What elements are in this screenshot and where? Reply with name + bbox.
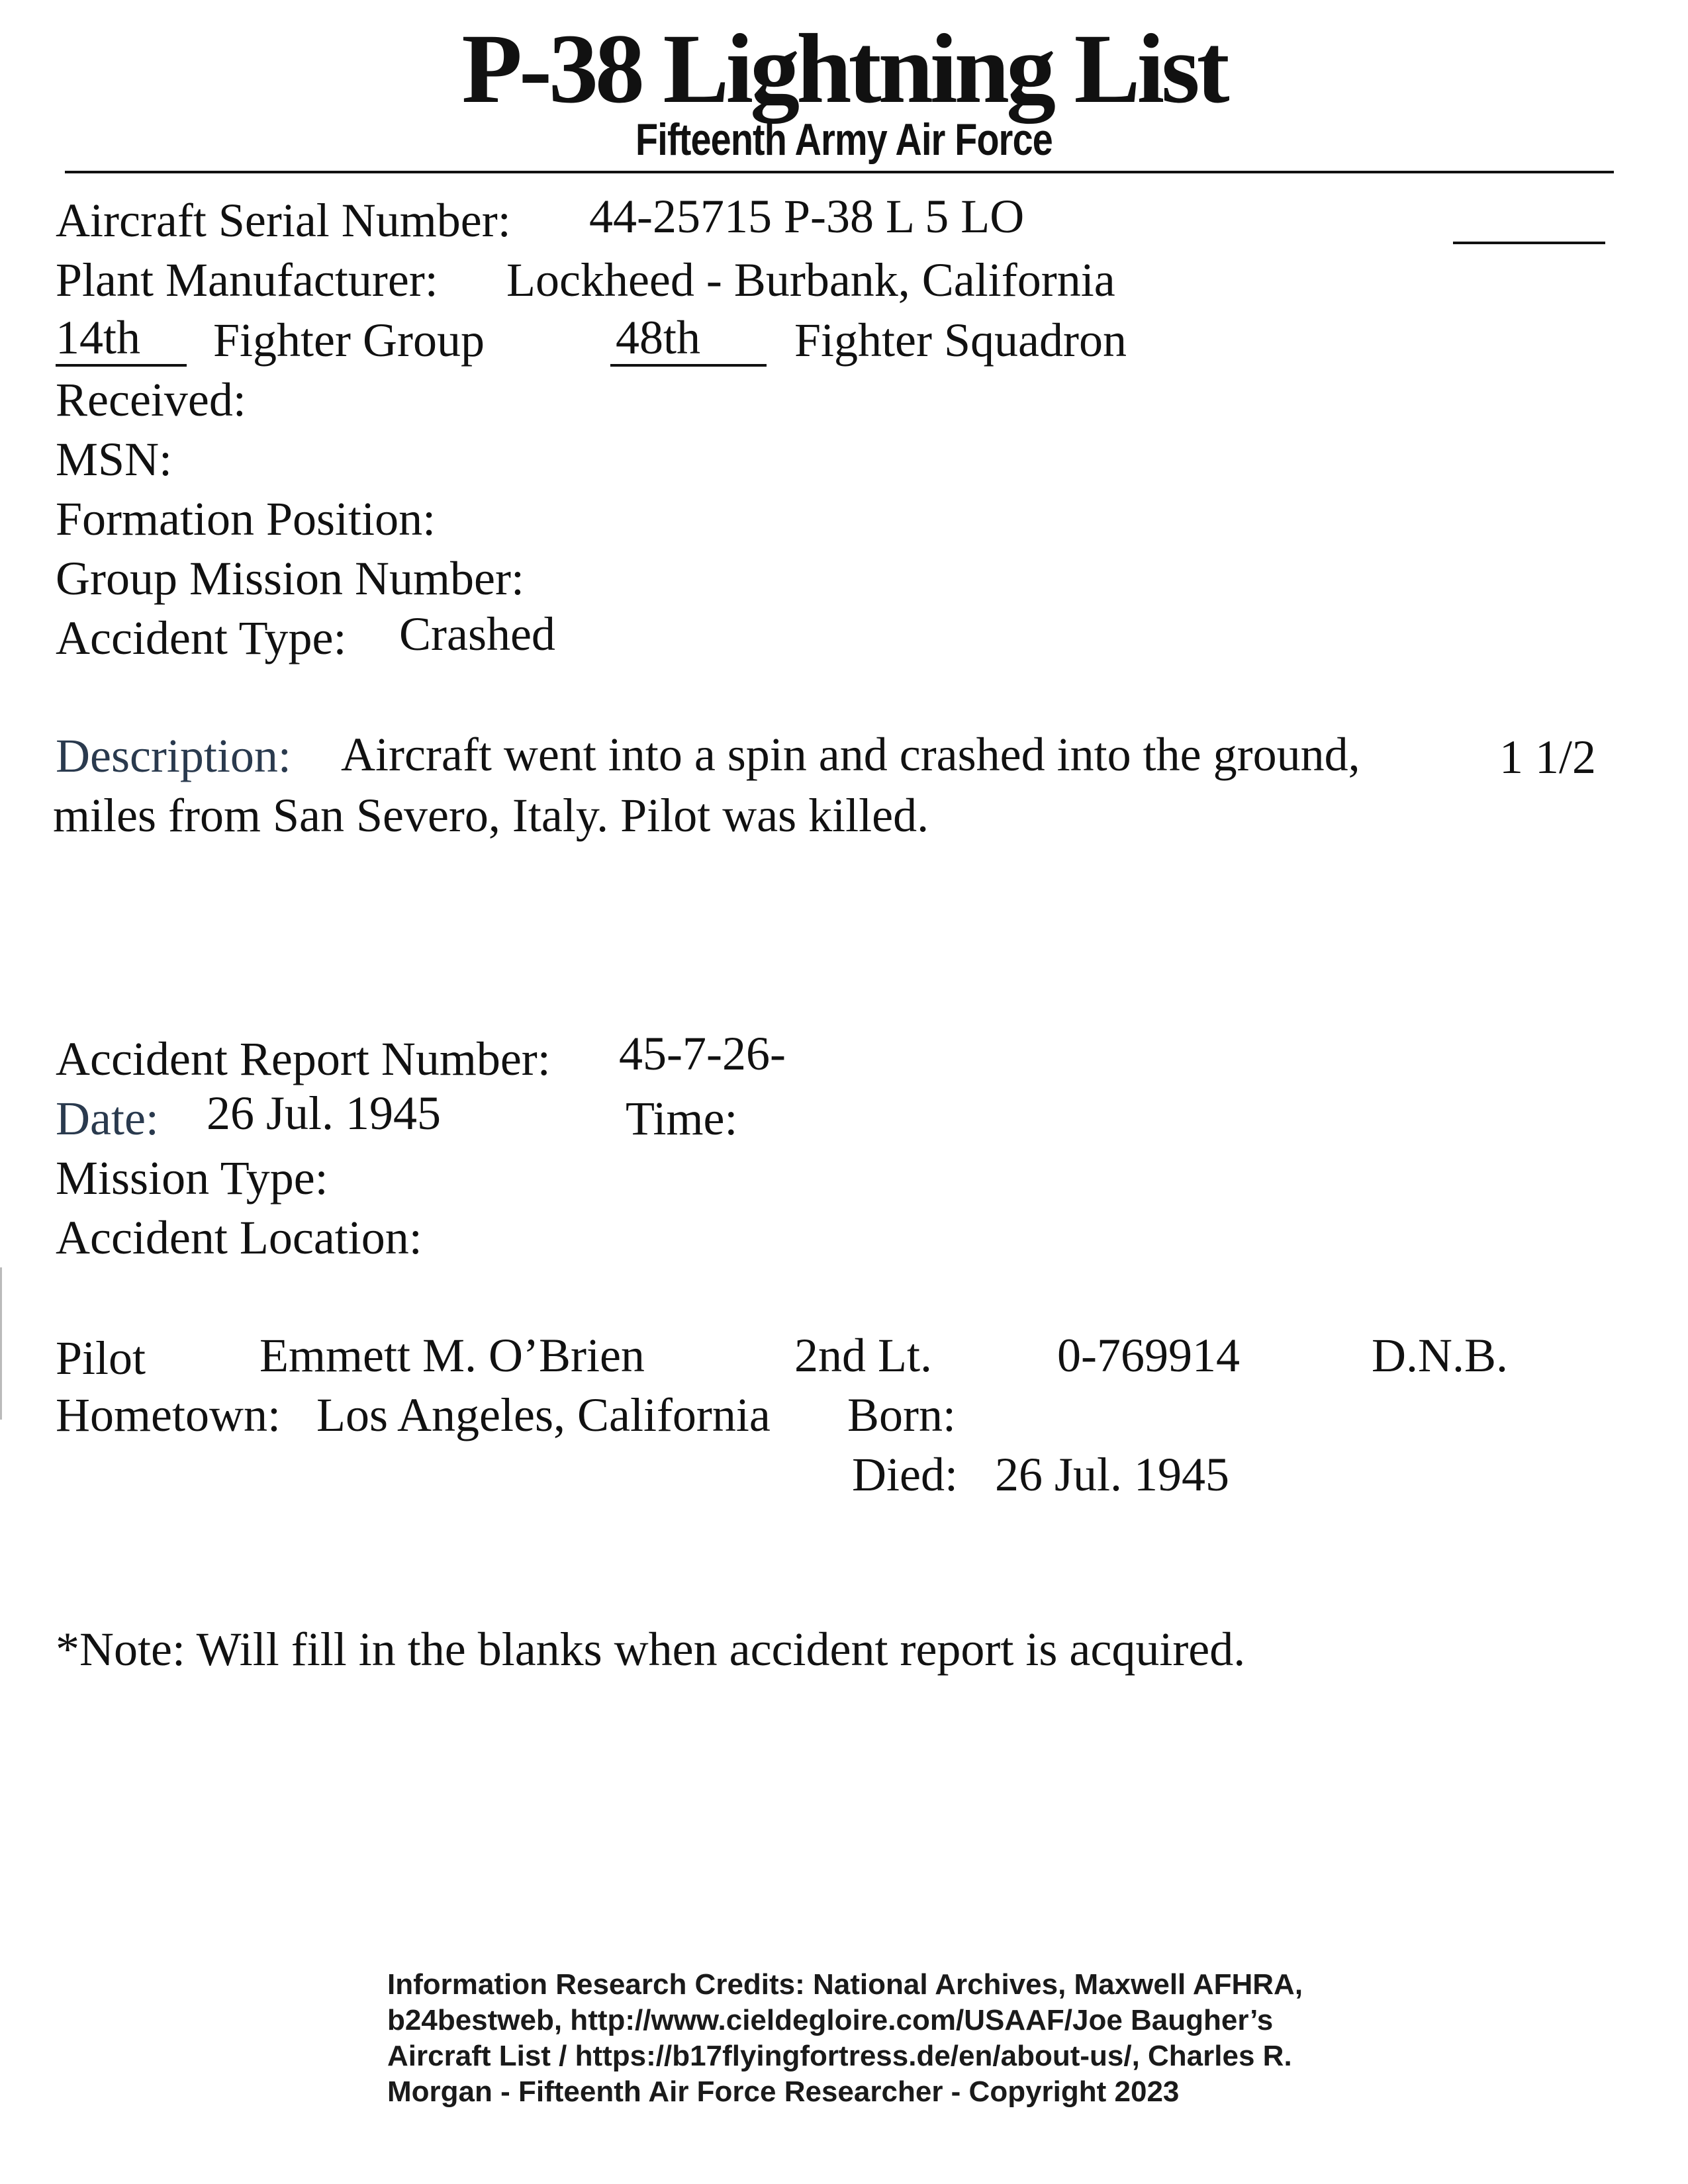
accident-type-label: Accident Type:	[56, 612, 347, 664]
research-credits	[387, 1967, 1303, 2110]
report-number-label: Accident Report Number:	[56, 1032, 551, 1085]
mission-type-label: Mission Type:	[56, 1152, 328, 1205]
died-value: 26 Jul. 1945	[995, 1448, 1230, 1501]
squadron-underline	[610, 364, 767, 367]
report-number-value: 45-7-26-	[619, 1027, 786, 1080]
page-subtitle: Fifteenth Army Air Force	[635, 114, 1053, 165]
time-label: Time:	[626, 1092, 738, 1145]
accident-location-label: Accident Location:	[56, 1211, 422, 1264]
scan-edge-mark	[0, 1267, 2, 1420]
born-label: Born:	[847, 1388, 957, 1441]
pilot-status: D.N.B.	[1372, 1329, 1509, 1382]
group-underline	[56, 364, 187, 367]
squadron-value: 48th	[616, 311, 701, 364]
pilot-name: Emmett M. O’Brien	[259, 1329, 645, 1382]
header-divider	[65, 171, 1614, 173]
serial-value: 44-25715 P-38 L 5 LO	[589, 190, 1025, 243]
squadron-label: Fighter Squadron	[794, 314, 1127, 367]
pilot-rank: 2nd Lt.	[794, 1329, 932, 1382]
hometown-value: Los Angeles, California	[316, 1388, 771, 1441]
died-label: Died:	[852, 1448, 958, 1501]
description-label: Description:	[56, 729, 291, 782]
group-value: 14th	[56, 311, 141, 364]
formation-label: Formation Position:	[56, 492, 436, 545]
description-line1-tail: 1 1/2	[1499, 731, 1597, 784]
pilot-service-number: 0-769914	[1057, 1329, 1240, 1382]
pilot-role: Pilot	[56, 1332, 146, 1385]
group-label: Fighter Group	[213, 314, 485, 367]
credits-line-4: Morgan - Fifteenth Air Force Researcher - Copyright 2023	[387, 2075, 1180, 2108]
msn-label: MSN:	[56, 433, 173, 486]
serial-label: Aircraft Serial Number:	[56, 194, 511, 247]
accident-type-value: Crashed	[399, 608, 555, 660]
plant-value: Lockheed - Burbank, California	[506, 253, 1115, 306]
received-label: Received:	[56, 373, 246, 426]
group-mission-label: Group Mission Number:	[56, 552, 524, 605]
credits-line-2: b24bestweb, http://www.cieldegloire.com/USAAF/Joe Baugher’s	[387, 2004, 1274, 2036]
credits-line-3: Aircraft List / https://b17flyingfortress.de/en/about-us/, Charles R.	[387, 2040, 1292, 2072]
page-title: P-38 Lightning List	[461, 14, 1227, 124]
description-line2: miles from San Severo, Italy. Pilot was killed.	[53, 789, 929, 842]
plant-label: Plant Manufacturer:	[56, 253, 438, 306]
description-line1: Aircraft went into a spin and crashed into the ground,	[341, 728, 1360, 781]
serial-blank-line	[1453, 242, 1605, 244]
note-text: *Note: Will fill in the blanks when accident report is acquired.	[56, 1623, 1246, 1676]
hometown-label: Hometown:	[56, 1388, 281, 1441]
credits-line-1: Information Research Credits: National Archives, Maxwell AFHRA,	[387, 1968, 1303, 2001]
date-value: 26 Jul. 1945	[207, 1087, 442, 1140]
date-label: Date:	[56, 1092, 159, 1145]
